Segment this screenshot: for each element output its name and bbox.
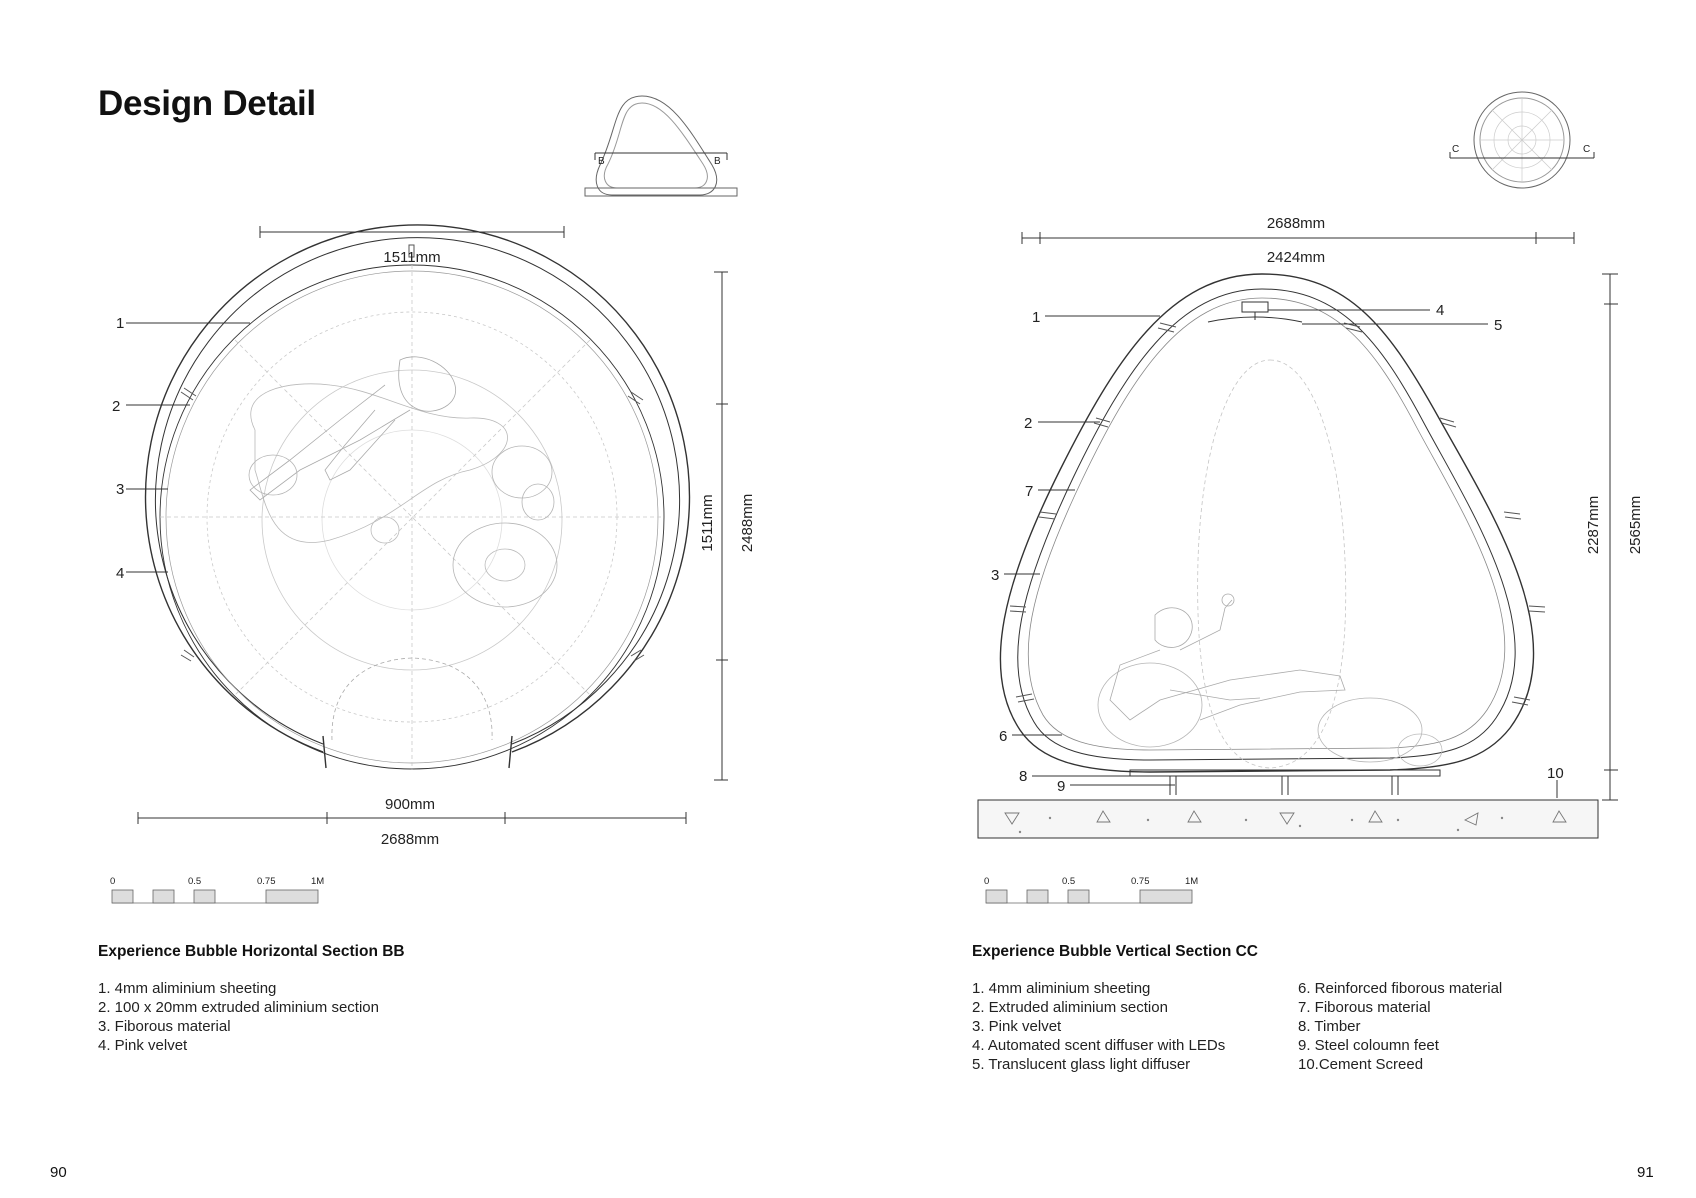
- vertical-section-cc: [978, 274, 1598, 838]
- page-number-left: 90: [50, 1164, 67, 1181]
- callout-3: 3: [116, 481, 125, 498]
- scale-075: 0.75: [257, 876, 276, 887]
- dim-right-inner: 2287mm: [1585, 495, 1602, 555]
- legend-item: 1. 4mm aliminium sheeting: [972, 980, 1151, 997]
- key-c-left: C: [1452, 144, 1460, 155]
- dim-bottom-inner: 900mm: [384, 796, 436, 813]
- right-key-plan: [1450, 92, 1594, 188]
- scale-1m: 1M: [1185, 876, 1199, 887]
- legend-item: 3. Pink velvet: [972, 1018, 1062, 1035]
- right-caption: Experience Bubble Vertical Section CC: [972, 943, 1258, 960]
- callout-1: 1: [1032, 309, 1041, 326]
- callout-4: 4: [116, 565, 125, 582]
- right-scale-bar: [986, 890, 1192, 903]
- callout-5: 5: [1494, 317, 1503, 334]
- legend-item: 1. 4mm aliminium sheeting: [98, 980, 277, 997]
- right-dimensions: [1004, 232, 1618, 800]
- legend-item: 6. Reinforced fiborous material: [1298, 980, 1503, 997]
- legend-item: 2. Extruded aliminium section: [972, 999, 1168, 1016]
- page-title: Design Detail: [98, 84, 316, 123]
- legend-item: 8. Timber: [1298, 1018, 1361, 1035]
- legend-item: 5. Translucent glass light diffuser: [972, 1056, 1191, 1073]
- callout-1: 1: [116, 315, 125, 332]
- callout-4: 4: [1436, 302, 1445, 319]
- key-b-right: B: [714, 156, 721, 167]
- left-dimension-labels: [112, 249, 756, 848]
- scale-0: 0: [984, 876, 990, 887]
- legend-item: 9. Steel coloumn feet: [1298, 1037, 1439, 1054]
- horizontal-section-bb: [146, 225, 690, 770]
- left-dimensions: [126, 226, 728, 824]
- scale-0: 0: [110, 876, 116, 887]
- callout-2: 2: [112, 398, 121, 415]
- legend-item: 4. Pink velvet: [98, 1037, 188, 1054]
- key-c-right: C: [1583, 144, 1591, 155]
- callout-7: 7: [1025, 483, 1034, 500]
- scale-05: 0.5: [1062, 876, 1076, 887]
- right-dimension-labels: [991, 215, 1644, 795]
- scale-1m: 1M: [311, 876, 325, 887]
- dim-bottom-outer: 2688mm: [380, 831, 440, 848]
- left-scale-bar: [112, 890, 318, 903]
- dim-right-outer: 2565mm: [1627, 495, 1644, 555]
- dim-right-outer: 2488mm: [739, 493, 756, 553]
- callout-10: 10: [1547, 765, 1564, 782]
- left-scale-labels: [110, 876, 324, 887]
- legend-item: 2. 100 x 20mm extruded aliminium section: [98, 999, 379, 1016]
- left-key-labels: [598, 156, 721, 167]
- callout-6: 6: [999, 728, 1008, 745]
- callout-8: 8: [1019, 768, 1028, 785]
- right-scale-labels: [984, 876, 1198, 887]
- key-b-left: B: [598, 156, 605, 167]
- callout-3: 3: [991, 567, 1000, 584]
- scale-05: 0.5: [188, 876, 202, 887]
- legend-item: 7. Fiborous material: [1298, 999, 1431, 1016]
- dim-top: 1511mm: [383, 249, 441, 266]
- left-key-plan: [585, 96, 737, 196]
- dim-top-inner: 2424mm: [1266, 249, 1326, 266]
- dim-top-outer: 2688mm: [1266, 215, 1326, 232]
- callout-9: 9: [1057, 778, 1066, 795]
- left-caption: Experience Bubble Horizontal Section BB: [98, 943, 405, 960]
- dim-right-inner: 1511mm: [699, 494, 716, 552]
- callout-2: 2: [1024, 415, 1033, 432]
- legend-item: 10.Cement Screed: [1298, 1056, 1424, 1073]
- legend-item: 3. Fiborous material: [98, 1018, 231, 1035]
- scale-075: 0.75: [1131, 876, 1150, 887]
- page-number-right: 91: [1637, 1164, 1654, 1181]
- legend-item: 4. Automated scent diffuser with LEDs: [972, 1037, 1226, 1054]
